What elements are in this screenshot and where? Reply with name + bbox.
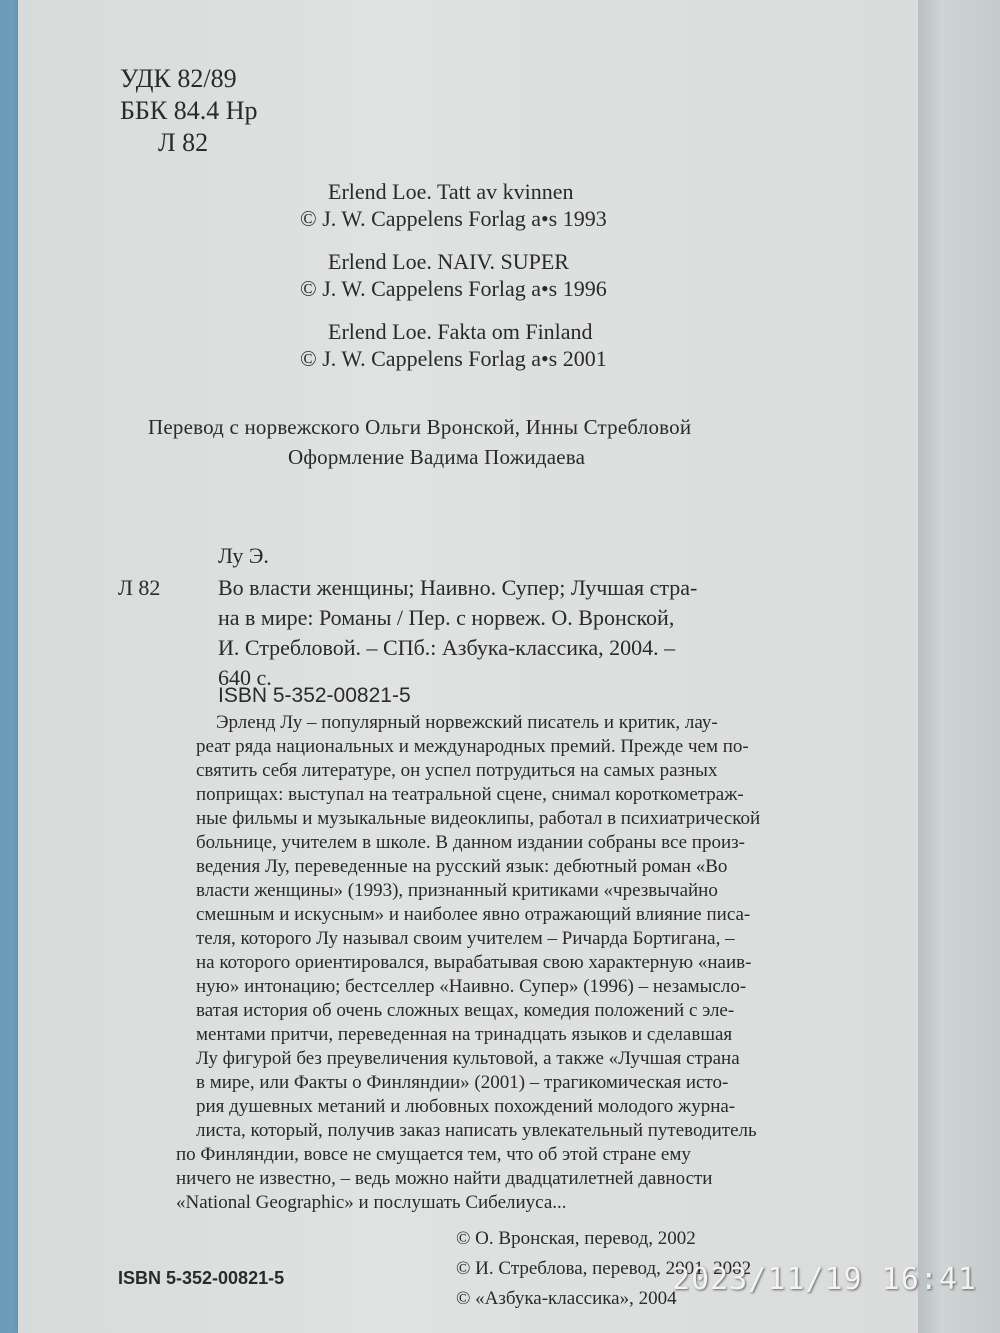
copyright-title-2: Erlend Loe. NAIV. SUPER [328,249,569,274]
annotation-line: больнице, учителем в школе. В данном издании собраны все произ- [196,832,745,853]
annotation-line: власти женщины» (1993), признанный критиками «чрезвычайно [196,880,718,901]
annotation-line: Лу фигурой без преувеличения культовой, а также «Лучшая страна [196,1048,740,1069]
annotation-line: Эрленд Лу – популярный норвежский писатель и критик, лау- [216,712,718,733]
annotation-line: ментами притчи, переведенная на тринадцать языков и сделавшая [196,1024,733,1045]
annotation-line: ничего не известно, – ведь можно найти двадцатилетней давности [176,1168,713,1189]
copyright-holder-2: © J. W. Cappelens Forlag a•s 1996 [300,276,607,301]
annotation-line: рия душевных метаний и любовных похождений молодого журна- [196,1096,736,1117]
annotation-line: листа, который, получив заказ написать увлекательный путеводитель [196,1120,757,1141]
catalog-isbn: ISBN 5-352-00821-5 [218,684,411,707]
author-sign: Л 82 [158,128,209,157]
page-edge [918,0,1000,1333]
annotation-line: на которого ориентировался, вырабатывая свою характерную «наив- [196,952,752,973]
annotation-line: поприщах: выступал на театральной сцене, снимал короткометраж- [196,784,744,805]
copyright-holder-1: © J. W. Cappelens Forlag a•s 1993 [300,206,607,231]
rights-line: © И. Стреблова, перевод, 2001, 2002 [456,1258,752,1279]
copyright-title-3: Erlend Loe. Fakta om Finland [328,319,593,344]
annotation-line: ватая история об очень сложных вещах, комедия положений с эле- [196,1000,735,1021]
bottom-isbn: ISBN 5-352-00821-5 [118,1268,285,1288]
annotation-line: ведения Лу, переведенные на русский язык: дебютный роман «Во [196,856,728,877]
annotation-line: смешным и искусным» и наиболее явно отражающий влияние писа- [196,904,751,925]
photo-timestamp: 2023/11/19 16:41 [672,1262,977,1297]
translation-credit: Перевод с норвежского Ольги Вронской, Инны Стребловой [148,415,692,439]
rights-line: © «Азбука-классика», 2004 [456,1288,677,1309]
udk-code: УДК 82/89 [120,64,237,93]
catalog-line: на в мире: Романы / Пер. с норвеж. О. Вронской, [218,605,675,630]
catalog-line: 640 с. [218,665,272,690]
copyright-holder-3: © J. W. Cappelens Forlag a•s 2001 [300,346,607,371]
bbk-code: ББК 84.4 Нр [120,96,258,125]
catalog-line: Во власти женщины; Наивно. Супер; Лучшая стра- [218,575,698,600]
rights-line: © О. Вронская, перевод, 2002 [456,1228,696,1249]
annotation-line: реат ряда национальных и международных премий. Прежде чем по- [196,736,749,757]
annotation-line: в мире, или Факты о Финляндии» (2001) – трагикомическая исто- [196,1072,729,1093]
design-credit: Оформление Вадима Пожидаева [288,445,586,469]
annotation-line: ные фильмы и музыкальные видеоклипы, работал в психиатрической [196,808,761,829]
annotation-line: теля, которого Лу называл своим учителем – Ричарда Бортигана, – [196,928,735,949]
catalog-author: Лу Э. [218,543,269,568]
annotation-line: святить себя литературе, он успел потрудиться на самых разных [196,760,718,781]
catalog-line: И. Стребловой. – СПб.: Азбука-классика, 2004. – [218,635,676,660]
annotation-line: ную» интонацию; бестселлер «Наивно. Супер» (1996) – незамысло- [196,976,747,997]
annotation-line: «National Geographic» и послушать Сибелиуса... [176,1192,567,1213]
catalog-code: Л 82 [118,575,161,600]
annotation-line: по Финляндии, вовсе не смущается тем, что об этой стране ему [176,1144,691,1165]
show-through-text [300,40,316,114]
copyright-title-1: Erlend Loe. Tatt av kvinnen [328,179,574,204]
